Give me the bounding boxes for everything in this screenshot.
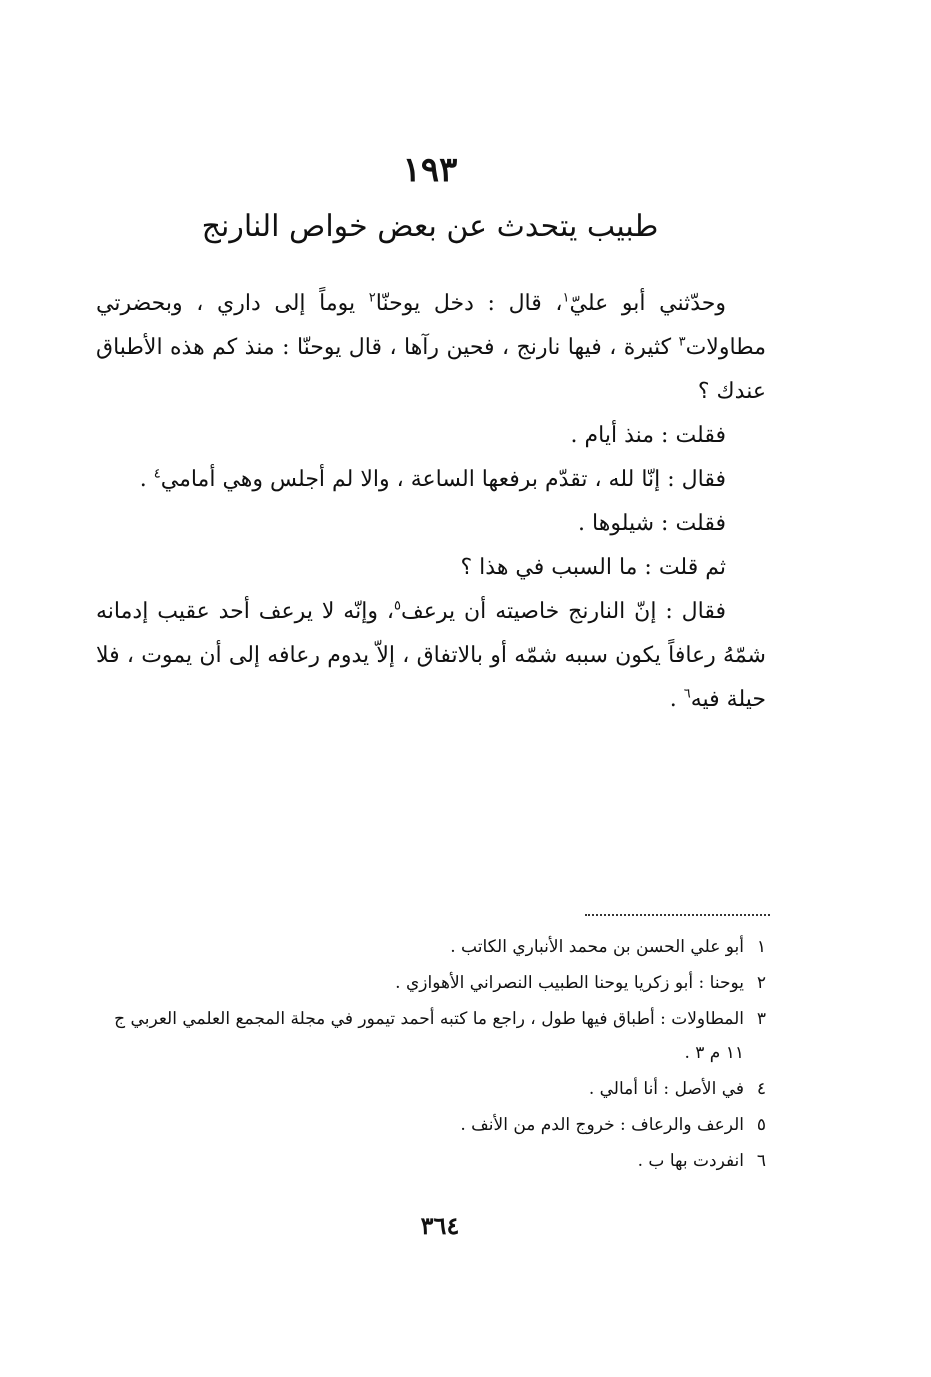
- footnote-ref: ١: [562, 290, 570, 306]
- footnote: [96, 1072, 766, 1106]
- footnote-ref: ٢: [368, 290, 376, 306]
- footnote: [96, 1144, 766, 1178]
- footnote-number: ١: [756, 937, 766, 957]
- paragraph-opening: [96, 282, 766, 414]
- paragraph-text: .: [139, 467, 154, 492]
- paragraph-text: ، وإنّه لا يرعف أحد عقيب إدمانه شمّهُ رعافاً يكون سببه شمّه أو بالاتفاق ، إلاّ يدوم رعافه إلى أن يموت ، فلا حيلة فيه: [96, 599, 766, 712]
- paragraph-text: .: [669, 687, 684, 712]
- footnote-ref: ٣: [678, 334, 686, 350]
- paragraph-text: فقلت : منذ أيام .: [570, 423, 726, 448]
- paragraph-closing: [96, 590, 766, 722]
- story-title: طبيب يتحدث عن بعض خواص النارنج: [201, 209, 659, 244]
- footnote-separator: [585, 914, 770, 916]
- footnote-ref: ٦: [683, 686, 691, 702]
- paragraph-dialog: [96, 546, 766, 590]
- footnote-ref: ٥: [393, 598, 401, 614]
- footnote: [96, 1002, 766, 1070]
- paragraph-text: فقلت : شيلوها .: [578, 511, 726, 536]
- paragraph-text: ، قال : دخل يوحنّا: [375, 291, 563, 316]
- paragraph-text: وحدّثني أبو عليّ: [569, 291, 726, 316]
- footnote-text: الرعف والرعاف : خروج الدم من الأنف .: [460, 1115, 744, 1135]
- story-body: [96, 282, 766, 722]
- footnote-number: ٦: [756, 1151, 766, 1171]
- paragraph-text: يوماً إلى داري ، وبحضرتي مطاولات: [96, 291, 766, 360]
- footnote-text: المطاولات : أطباق فيها طول ، راجع ما كتبه أحمد تيمور في مجلة المجمع العلمي العربي ج ١١ م ٣ .: [114, 1009, 744, 1063]
- footnote: [96, 966, 766, 1000]
- footnotes: [96, 930, 766, 1180]
- footnote-text: يوحنا : أبو زكريا يوحنا الطبيب النصراني الأهوازي .: [395, 973, 744, 993]
- paragraph-text: فقال : إنّ النارنج خاصيته أن يرعف: [400, 599, 726, 624]
- paragraph-text: كثيرة ، فيها نارنج ، فحين رآها ، قال يوحنّا : منذ كم هذه الأطباق عندك ؟: [96, 335, 766, 404]
- footnote-number: ٤: [756, 1079, 766, 1099]
- footnote-number: ٣: [756, 1009, 766, 1029]
- footnote-text: انفردت بها ب .: [637, 1151, 744, 1171]
- footnote-ref: ٤: [153, 466, 161, 482]
- paragraph-text: ثم قلت : ما السبب في هذا ؟: [460, 555, 726, 580]
- story-number: ١٩٣: [402, 150, 458, 190]
- paragraph-dialog: [96, 502, 766, 546]
- footnote: [96, 1108, 766, 1142]
- footnote: [96, 930, 766, 964]
- footnote-text: أبو علي الحسن بن محمد الأنباري الكاتب .: [450, 937, 744, 957]
- paragraph-dialog: [96, 414, 766, 458]
- paragraph-text: فقال : إنّا لله ، تقدّم برفعها الساعة ، والا لم أجلس وهي أمامي: [160, 467, 726, 492]
- footnote-text: في الأصل : أنا أمالي .: [588, 1079, 744, 1099]
- footnote-number: ٥: [756, 1115, 766, 1135]
- footnote-number: ٢: [756, 973, 766, 993]
- page-number: ٣٦٤: [420, 1211, 460, 1240]
- paragraph-dialog: [96, 458, 766, 502]
